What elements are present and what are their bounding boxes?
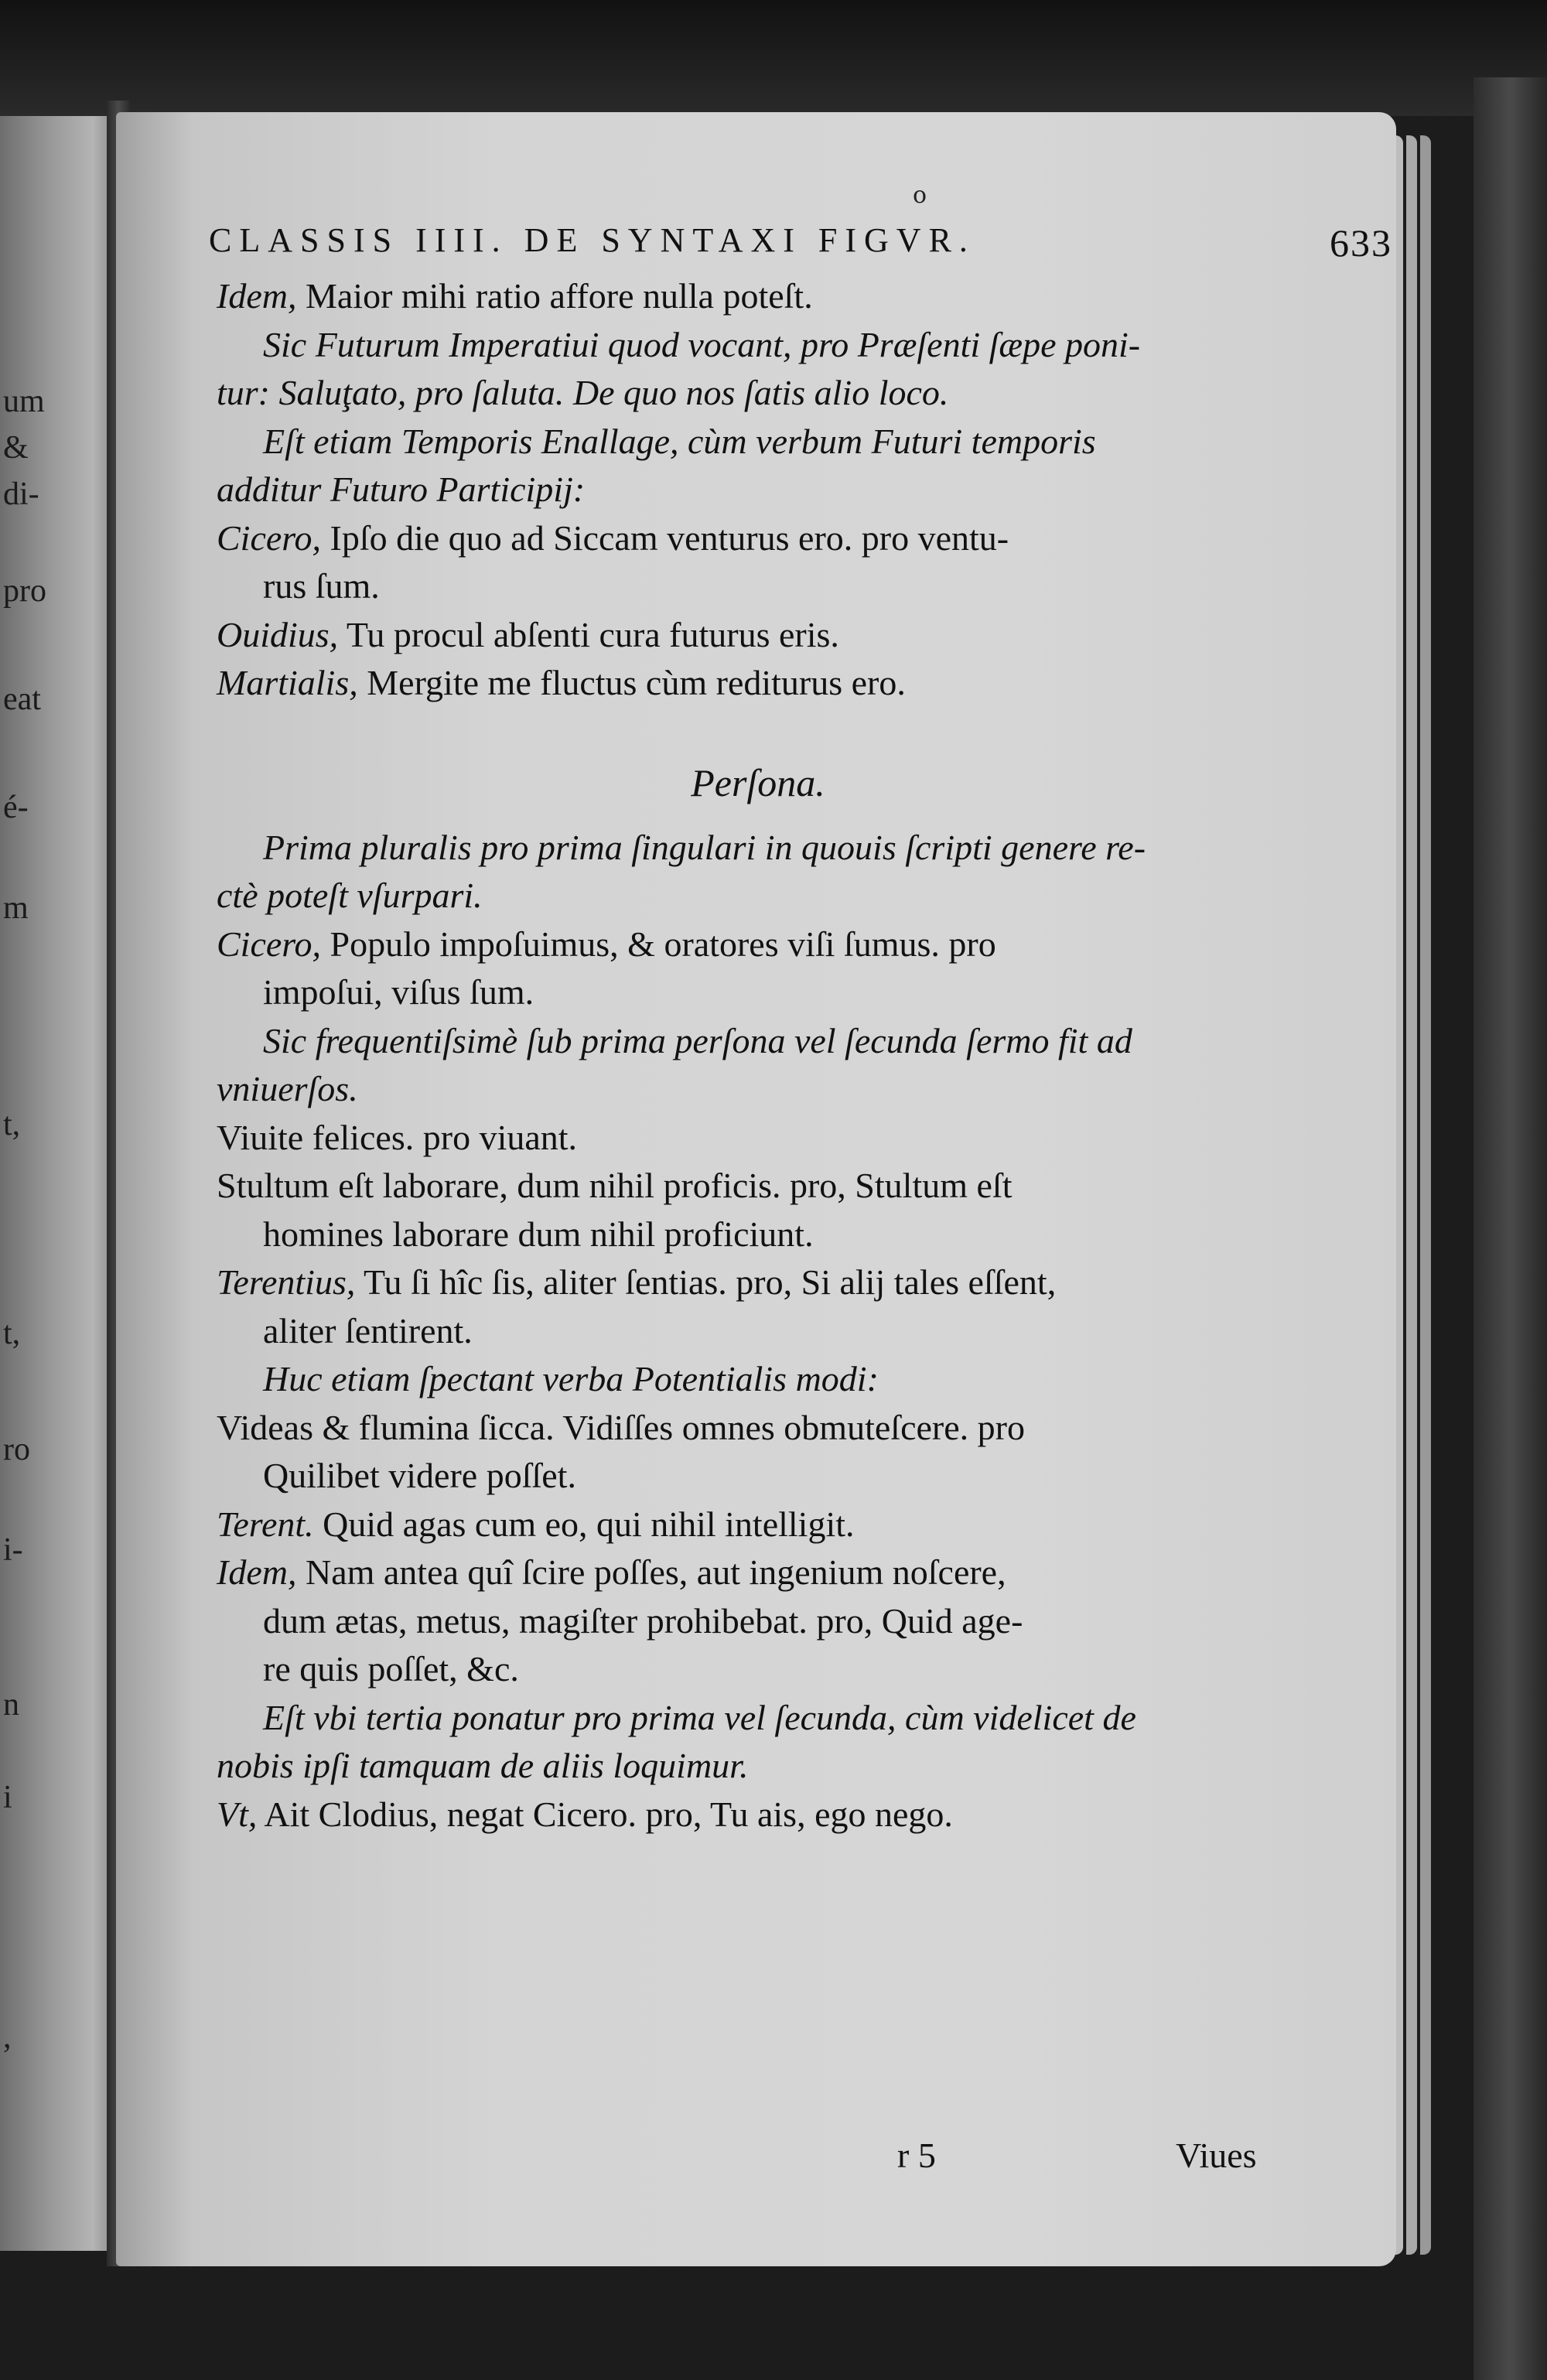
author-citation: Cicero,	[217, 924, 321, 964]
catchword: Viues	[1176, 2136, 1257, 2175]
left-page-fragment: é-	[3, 790, 29, 825]
line-text: Quilibet videre poſſet.	[263, 1456, 576, 1495]
text-line	[263, 1697, 1136, 1737]
text-line	[263, 421, 1096, 461]
line-text: Viuite felices. pro viuant.	[217, 1117, 578, 1157]
author-citation: Idem,	[217, 276, 297, 316]
text-line	[217, 472, 585, 507]
line-text: Sic frequentiſsimè ſub prima perſona vel ſecunda ſermo fit ad	[263, 1020, 1132, 1060]
author-citation: Terent.	[217, 1504, 314, 1544]
text-line	[263, 1600, 1023, 1641]
text-line	[217, 1794, 953, 1834]
line-text: additur Futuro Participij:	[217, 470, 586, 509]
author-citation: Terentius,	[217, 1262, 356, 1302]
book-cover-edge	[1474, 77, 1547, 2380]
left-page-edge	[0, 116, 116, 2251]
line-text: impoſui, viſus ſum.	[263, 972, 534, 1012]
left-page-fragment: ro	[3, 1432, 30, 1467]
text-line	[263, 324, 1141, 364]
text-line	[263, 1020, 1132, 1060]
line-text: tur: Saluţato, pro ſaluta. De quo nos ſatis alio loco.	[217, 373, 949, 412]
text-line	[263, 1458, 576, 1494]
line-text: Quid agas cum eo, qui nihil intelligit.	[313, 1504, 855, 1544]
line-text: homines laborare dum nihil proficiunt.	[263, 1214, 814, 1254]
text-line	[217, 1504, 855, 1544]
line-text: Maior mihi ratio affore nulla poteſt.	[296, 276, 813, 316]
text-line	[217, 517, 1009, 558]
author-citation: Cicero,	[217, 517, 321, 558]
text-line	[217, 1262, 1057, 1302]
line-text: Tu procul abſenti cura futurus eris.	[338, 614, 839, 654]
text-line	[263, 1651, 519, 1687]
running-title: CLASSIS IIII. DE SYNTAXI FIGVR.	[209, 221, 975, 259]
left-page-fragment: eat	[3, 681, 41, 717]
text-line	[217, 1168, 1013, 1204]
left-page-fragment: n	[3, 1687, 19, 1723]
text-line	[217, 665, 906, 701]
line-text: Populo impoſuimus, & oratores viſi ſumus. pro	[321, 924, 996, 964]
text-line	[263, 1214, 814, 1254]
line-text: Eſt etiam Temporis Enallage, cùm verbum Futuri temporis	[263, 421, 1096, 461]
left-page-fragment: di-	[3, 476, 39, 512]
text-line	[217, 878, 483, 913]
text-line	[217, 278, 813, 314]
section-title: Perſona.	[691, 760, 825, 804]
left-page-fragment: ,	[3, 2020, 12, 2055]
text-line	[217, 1748, 748, 1784]
author-citation: Ouidius,	[217, 614, 339, 654]
running-header	[209, 220, 1392, 265]
left-page-fragment: t,	[3, 1316, 21, 1351]
left-page-fragment: pro	[3, 573, 46, 609]
text-line	[263, 972, 534, 1012]
text-line	[263, 566, 380, 606]
author-citation: Vt,	[217, 1794, 258, 1834]
line-text: ctè poteſt vſurpari.	[217, 876, 483, 915]
line-text: Mergite me fluctus cùm rediturus ero.	[357, 663, 906, 702]
line-text: nobis ipſi tamquam de aliis loquimur.	[217, 1746, 749, 1785]
text-line	[263, 1361, 879, 1397]
author-citation: Martialis,	[217, 663, 358, 702]
left-page-fragment: i-	[3, 1532, 23, 1568]
line-text: Ipſo die quo ad Siccam venturus ero. pro ventu-	[321, 517, 1009, 558]
left-page-fragment: um	[3, 384, 45, 419]
book-binding-top	[0, 0, 1547, 116]
line-text: vniuerſos.	[217, 1069, 358, 1108]
text-line	[217, 375, 948, 411]
line-text: rus ſum.	[263, 566, 380, 606]
page-number: 633	[1330, 221, 1392, 265]
text-line	[217, 1407, 1025, 1447]
page-stack-edge	[1420, 135, 1431, 2255]
text-line	[217, 1071, 358, 1107]
line-text: Huc etiam ſpectant verba Potentialis modi:	[263, 1359, 879, 1398]
text-line	[217, 1552, 1006, 1592]
top-mark: o	[913, 182, 927, 209]
line-text: Nam antea quî ſcire poſſes, aut ingenium noſcere,	[296, 1552, 1006, 1592]
signature-mark: r 5	[897, 2136, 936, 2175]
left-page-fragment: &	[3, 430, 29, 466]
line-text: Videas & flumina ſicca. Vidiſſes omnes obmuteſcere. pro	[217, 1407, 1025, 1447]
line-text: dum ætas, metus, magiſter prohibebat. pro, Quid age-	[263, 1600, 1023, 1641]
line-text: Ait Clodius, negat Cicero. pro, Tu ais, ego nego.	[257, 1794, 953, 1834]
line-text: Prima pluralis pro prima ſingulari in quouis ſcripti genere re-	[263, 827, 1146, 867]
text-line	[263, 1310, 473, 1350]
text-line	[263, 827, 1146, 867]
left-page-fragment: t,	[3, 1107, 21, 1142]
text-line	[217, 1117, 578, 1157]
text-line	[217, 614, 839, 654]
left-page-fragment: i	[3, 1780, 12, 1815]
page-stack-edge	[1406, 135, 1417, 2255]
author-citation: Idem,	[217, 1552, 297, 1592]
line-text: re quis poſſet, &c.	[263, 1649, 519, 1689]
book-page	[116, 112, 1396, 2266]
text-line	[217, 924, 996, 964]
line-text: Sic Futurum Imperatiui quod vocant, pro Præſenti ſæpe poni-	[263, 324, 1141, 364]
line-text: Eſt vbi tertia ponatur pro prima vel ſecunda, cùm videlicet de	[263, 1697, 1136, 1737]
line-text: Stultum eſt laborare, dum nihil proficis. pro, Stultum eſt	[217, 1166, 1013, 1205]
left-page-fragment: m	[3, 890, 29, 926]
line-text: Tu ſi hîc ſis, aliter ſentias. pro, Si alij tales eſſent,	[355, 1262, 1057, 1302]
line-text: aliter ſentirent.	[263, 1310, 473, 1350]
